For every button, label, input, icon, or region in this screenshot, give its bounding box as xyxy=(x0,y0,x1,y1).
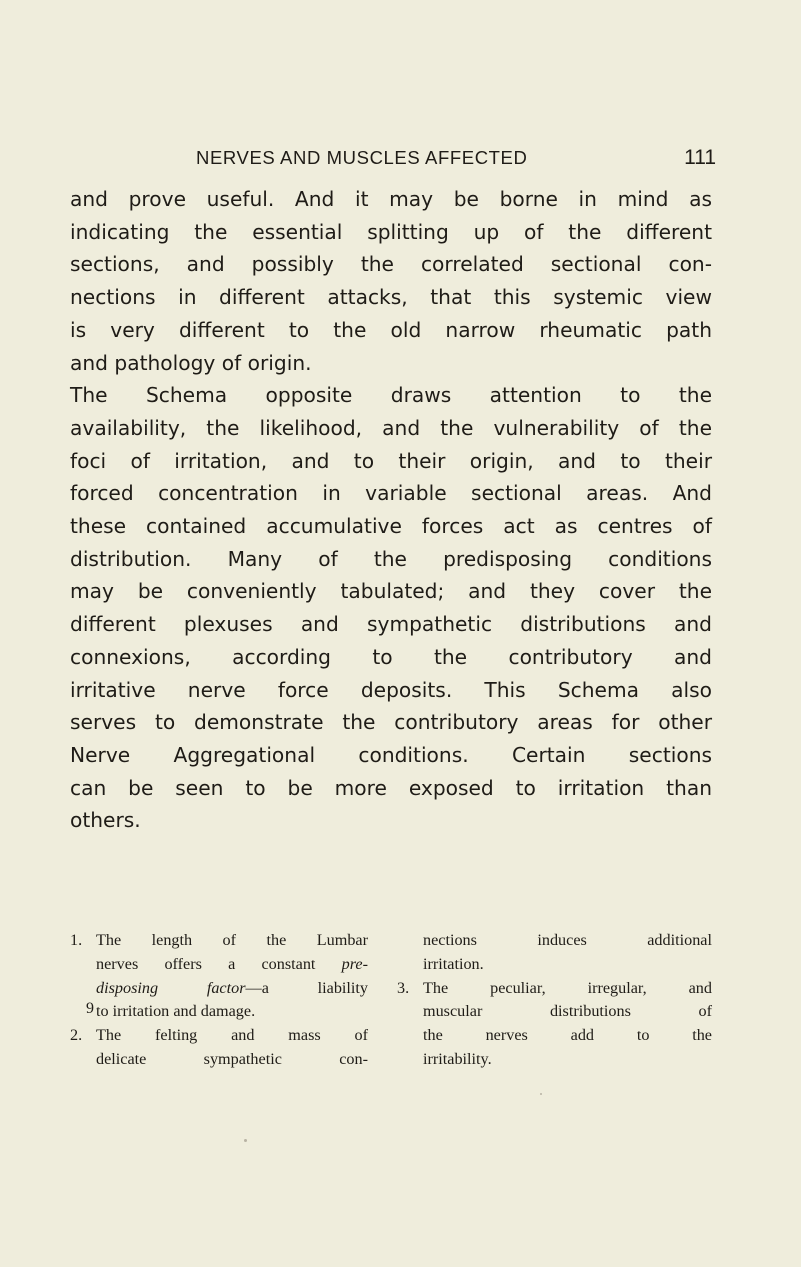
body-line: Nerve Aggregational conditions. Certain sections xyxy=(70,742,712,767)
body-line: connexions, according to the contributory and xyxy=(70,644,712,669)
body-line: is very different to the old narrow rheumatic path xyxy=(70,317,712,342)
signature-mark: 9 xyxy=(86,1000,94,1017)
footnote-1 xyxy=(70,929,368,953)
footnote-line: nerves offers a constant pre- xyxy=(96,954,368,973)
footnote-italic: disposing factor xyxy=(96,978,246,997)
footnote-line: irritation. xyxy=(423,954,484,973)
footnote-3 xyxy=(397,977,712,1001)
footnote-line: irritability. xyxy=(423,1049,492,1068)
paper-speck xyxy=(244,1139,247,1142)
footnote-line: delicate sympathetic con- xyxy=(96,1049,368,1068)
body-line: others. xyxy=(70,808,141,833)
footnote-number: 2. xyxy=(70,1026,83,1045)
body-line: The Schema opposite draws attention to the xyxy=(70,383,712,408)
body-line: different plexuses and sympathetic distributions and xyxy=(70,612,712,637)
body-line: foci of irritation, and to their origin, and to their xyxy=(70,448,712,473)
footnote-line: disposing factor—a liability xyxy=(96,978,368,997)
running-head-title: NERVES AND MUSCLES AFFECTED xyxy=(196,147,528,168)
page-number: 111 xyxy=(684,146,716,169)
footnotes-left-column xyxy=(70,929,368,1072)
footnote-line: to irritation and damage. xyxy=(96,1002,256,1021)
footnote-italic: pre- xyxy=(341,954,368,973)
body-line: these contained accumulative forces act as centres of xyxy=(70,514,712,539)
body-line: nections in different attacks, that this systemic view xyxy=(70,285,712,310)
body-line: and prove useful. And it may be borne in mind as xyxy=(70,187,712,211)
footnote-line: The length of the Lumbar xyxy=(96,931,368,949)
footnote-line: The peculiar, irregular, and xyxy=(423,978,712,997)
body-line: may be conveniently tabulated; and they cover the xyxy=(70,579,712,604)
body-text xyxy=(70,183,712,837)
footnote-number: 1. xyxy=(70,931,83,949)
body-line: and pathology of origin. xyxy=(70,350,312,375)
body-line: distribution. Many of the predisposing conditions xyxy=(70,546,712,571)
footnote-line: nections induces additional xyxy=(423,931,712,949)
body-line: can be seen to be more exposed to irritation than xyxy=(70,775,712,800)
body-line: irritative nerve force deposits. This Schema also xyxy=(70,677,712,702)
footnote-line: the nerves add to the xyxy=(423,1026,712,1045)
footnote-2 xyxy=(70,1024,368,1048)
footnote-number: 3. xyxy=(397,978,410,997)
paper-speck xyxy=(540,1093,542,1095)
body-line: indicating the essential splitting up of the different xyxy=(70,219,712,244)
body-line: availability, the likelihood, and the vulnerability of the xyxy=(70,415,712,440)
footnotes-right-column xyxy=(397,929,712,1072)
body-line: sections, and possibly the correlated sectional con- xyxy=(70,252,712,277)
body-line: forced concentration in variable sectional areas. And xyxy=(70,481,712,506)
footnote-line: muscular distributions of xyxy=(423,1002,712,1021)
body-line: serves to demonstrate the contributory areas for other xyxy=(70,710,712,735)
running-head xyxy=(196,146,716,170)
footnote-line: The felting and mass of xyxy=(96,1026,368,1045)
